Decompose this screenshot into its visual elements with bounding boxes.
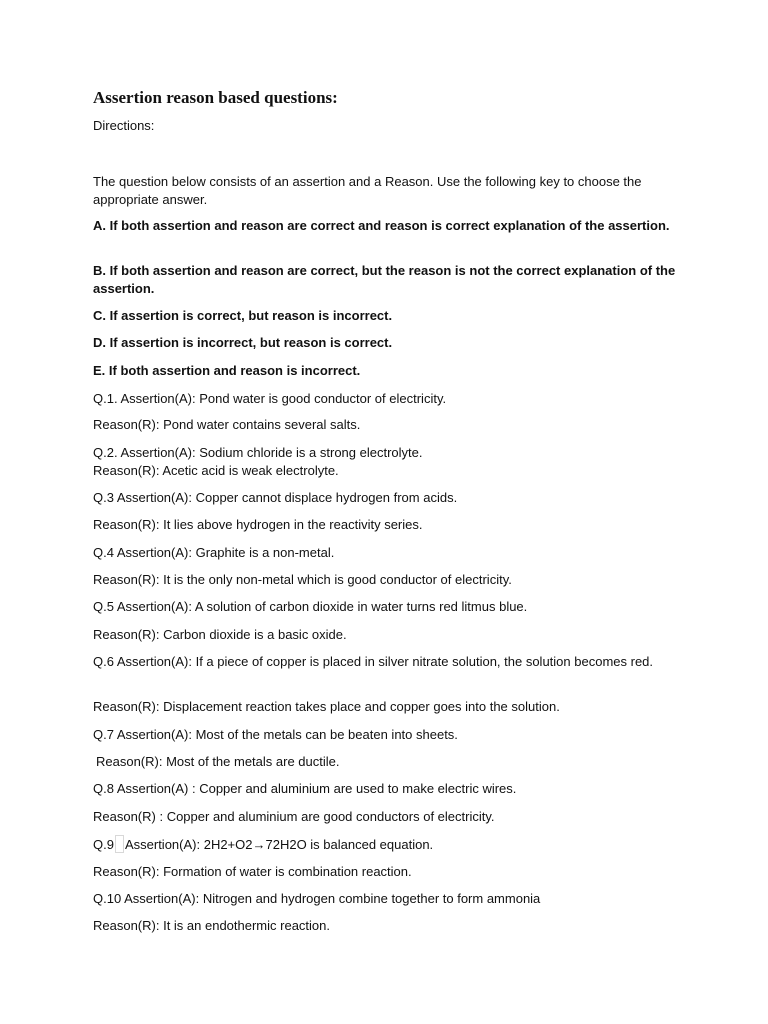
q4-reason: Reason(R): It is the only non-metal which is good conductor of electricity. — [93, 572, 512, 587]
q8-reason: Reason(R) : Copper and aluminium are good conductors of electricity. — [93, 809, 495, 824]
page-title: Assertion reason based questions: — [93, 88, 338, 107]
answer-key-a: A. If both assertion and reason are correct and reason is correct explanation of the assertion. — [93, 218, 670, 233]
q3-assertion: Q.3 Assertion(A): Copper cannot displace hydrogen from acids. — [93, 490, 458, 505]
q2-reason: Reason(R): Acetic acid is weak electrolyte. — [93, 463, 339, 478]
q10-assertion: Q.10 Assertion(A): Nitrogen and hydrogen combine together to form ammonia — [93, 891, 541, 906]
q10-reason: Reason(R): It is an endothermic reaction. — [93, 918, 330, 933]
q2-assertion: Q.2. Assertion(A): Sodium chloride is a strong electrolyte. — [93, 445, 423, 460]
answer-key-e: E. If both assertion and reason is incorrect. — [93, 363, 361, 378]
q3-reason: Reason(R): It lies above hydrogen in the reactivity series. — [93, 517, 423, 532]
answer-key-b: B. If both assertion and reason are correct, but the reason is not the correct explanation of the assertion. — [93, 263, 676, 296]
q5-assertion: Q.5 Assertion(A): A solution of carbon dioxide in water turns red litmus blue. — [93, 599, 528, 614]
q9-assertion: Assertion(A): 2H2+O2→72H2O is balanced equation. — [124, 837, 434, 852]
q1-reason: Reason(R): Pond water contains several salts. — [93, 417, 361, 432]
q6-reason: Reason(R): Displacement reaction takes place and copper goes into the solution. — [93, 699, 560, 714]
q9-assertion-line — [93, 835, 678, 854]
placeholder-box-icon — [115, 835, 124, 853]
q9-reason: Reason(R): Formation of water is combination reaction. — [93, 864, 412, 879]
intro-paragraph: The question below consists of an assertion and a Reason. Use the following key to choose the appropriate answer. — [93, 174, 642, 207]
answer-key-d: D. If assertion is incorrect, but reason is correct. — [93, 335, 393, 350]
directions-label: Directions: — [93, 118, 155, 133]
q7-reason: Reason(R): Most of the metals are ductile. — [96, 754, 340, 769]
q4-assertion: Q.4 Assertion(A): Graphite is a non-metal. — [93, 545, 335, 560]
q5-reason: Reason(R): Carbon dioxide is a basic oxide. — [93, 627, 347, 642]
q1-assertion: Q.1. Assertion(A): Pond water is good conductor of electricity. — [93, 391, 447, 406]
q7-assertion: Q.7 Assertion(A): Most of the metals can be beaten into sheets. — [93, 727, 458, 742]
answer-key-c: C. If assertion is correct, but reason is incorrect. — [93, 308, 393, 323]
q8-assertion: Q.8 Assertion(A) : Copper and aluminium are used to make electric wires. — [93, 781, 517, 796]
q9-label: Q.9 — [93, 837, 114, 852]
q6-assertion: Q.6 Assertion(A): If a piece of copper is placed in silver nitrate solution, the solution becomes red. — [93, 654, 654, 669]
